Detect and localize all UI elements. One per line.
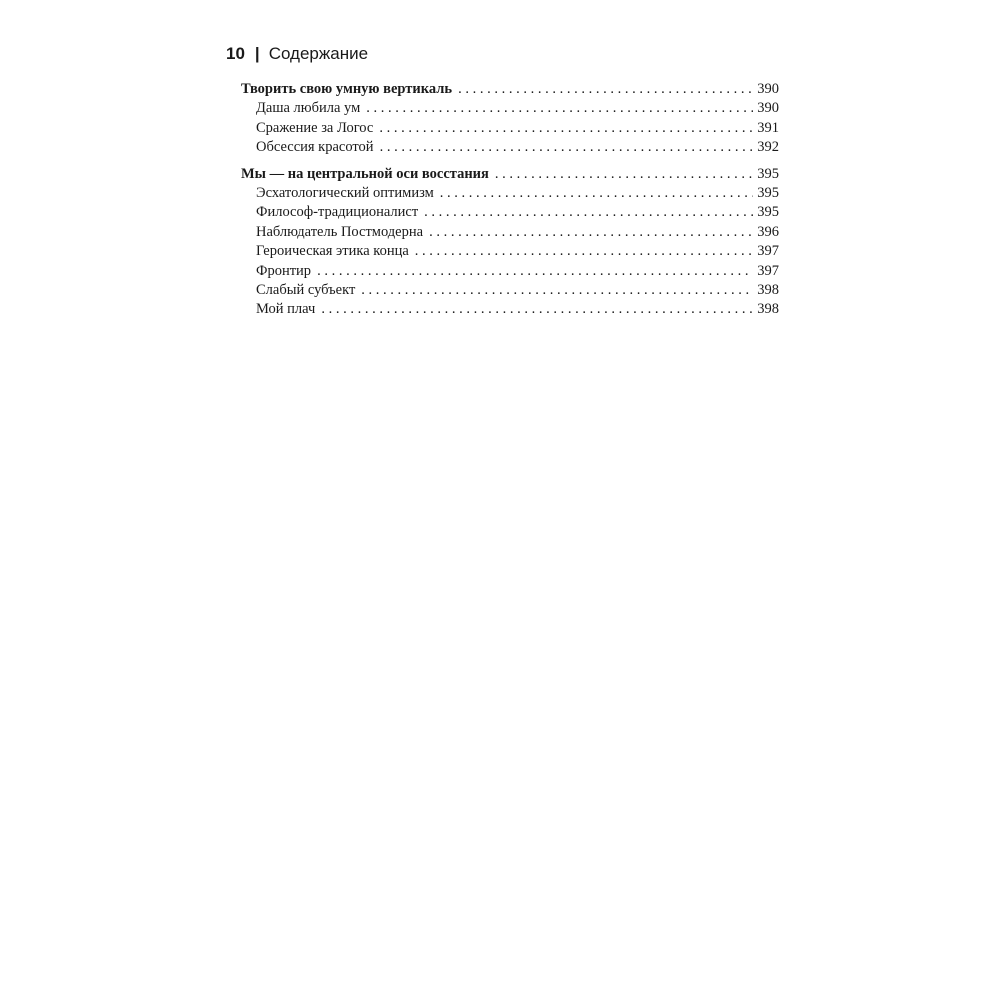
table-of-contents	[241, 80, 779, 320]
toc-page-number: 397	[757, 262, 779, 279]
leader-dots	[495, 165, 753, 184]
toc-item-title: Эсхатологический оптимизм	[256, 184, 434, 201]
toc-item-title: Слабый субъект	[256, 281, 356, 298]
toc-item-title: Фронтир	[256, 262, 312, 279]
toc-item[interactable]	[241, 300, 779, 319]
toc-page-number: 390	[757, 100, 779, 117]
toc-section-title: Творить свою умную вертикаль	[241, 81, 453, 97]
toc-item[interactable]	[241, 138, 779, 157]
toc-page-number: 392	[757, 139, 779, 156]
leader-dots	[321, 300, 753, 319]
toc-item-title: Сражение за Логос	[256, 119, 374, 136]
toc-item[interactable]	[241, 99, 779, 118]
leader-dots	[380, 138, 754, 157]
toc-item[interactable]	[241, 242, 779, 261]
leader-dots	[429, 223, 753, 242]
toc-page-number: 398	[757, 281, 779, 298]
toc-section-title: Мы — на центральной оси восстания	[241, 165, 489, 182]
toc-page-number: 395	[757, 184, 779, 201]
toc-item[interactable]	[241, 184, 779, 203]
toc-item[interactable]	[241, 119, 779, 138]
toc-section[interactable]	[241, 165, 779, 184]
leader-dots	[458, 80, 753, 99]
toc-page-number: 390	[757, 81, 779, 97]
running-title: Содержание	[268, 44, 369, 63]
toc-item-title: Обсессия красотой	[256, 139, 374, 156]
toc-item[interactable]	[241, 281, 779, 300]
leader-dots	[440, 184, 753, 203]
leader-dots	[424, 203, 753, 222]
toc-page-number: 395	[757, 204, 779, 221]
leader-dots	[415, 242, 753, 261]
toc-item[interactable]	[241, 203, 779, 222]
toc-section[interactable]	[241, 80, 779, 99]
toc-item[interactable]	[241, 223, 779, 242]
leader-dots	[379, 119, 753, 138]
toc-page-number: 398	[757, 301, 779, 318]
leader-dots	[361, 281, 753, 300]
toc-page-number: 397	[757, 243, 779, 260]
running-header	[226, 44, 368, 64]
toc-item-title: Мой плач	[256, 301, 316, 318]
toc-item-title: Философ-традиционалист	[256, 204, 419, 221]
leader-dots	[366, 99, 753, 118]
leader-dots	[317, 262, 753, 281]
toc-item-title: Героическая этика конца	[256, 243, 409, 260]
header-separator: |	[254, 44, 260, 63]
toc-page-number: 395	[757, 165, 779, 182]
page-number: 10	[226, 44, 245, 63]
toc-item[interactable]	[241, 262, 779, 281]
toc-item-title: Наблюдатель Постмодерна	[256, 223, 424, 240]
toc-page-number: 396	[757, 223, 779, 240]
toc-item-title: Даша любила ум	[256, 100, 361, 117]
toc-page-number: 391	[757, 119, 779, 136]
